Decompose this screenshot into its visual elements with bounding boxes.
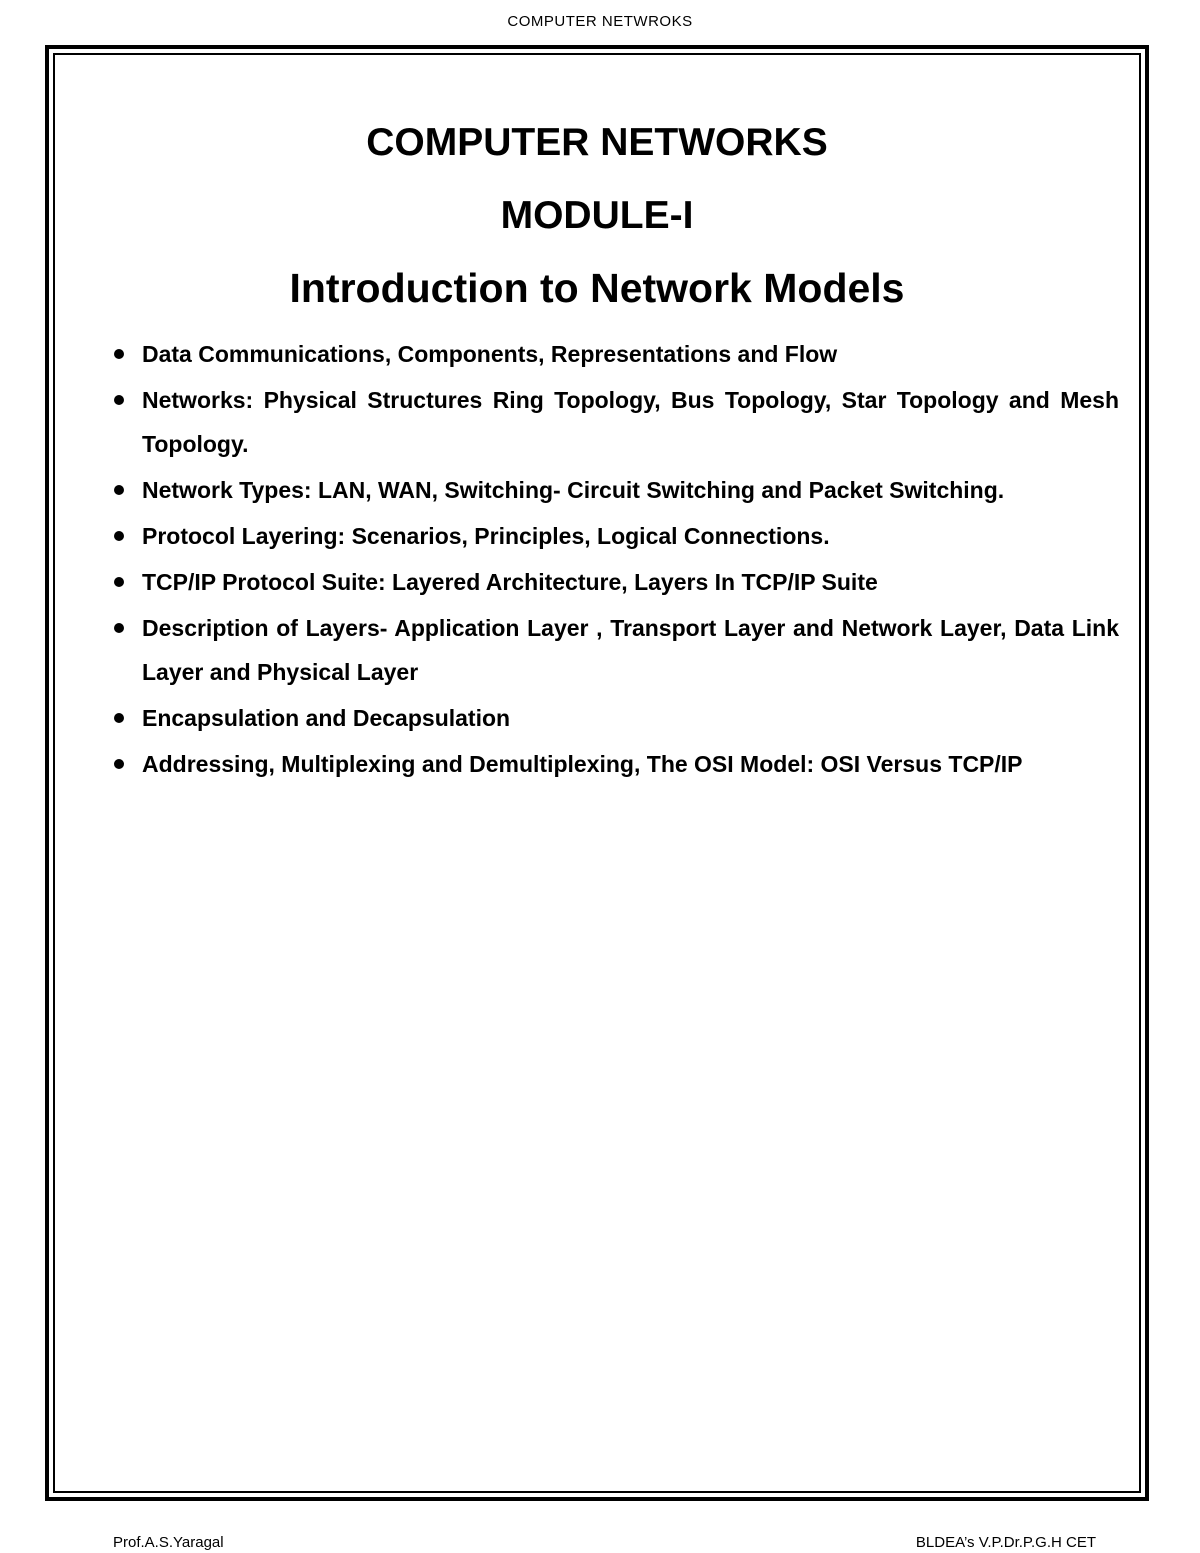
- module-title: MODULE-I: [500, 194, 694, 237]
- topic-text: Description of Layers- Application Layer , Transport Layer and Network Layer, Data Link Layer and Physical Layer: [142, 615, 1119, 685]
- topic-item: [111, 696, 1119, 740]
- topic-item: [111, 742, 1119, 786]
- bullet-icon: [114, 759, 124, 769]
- bullet-icon: [114, 577, 124, 587]
- topic-item: [111, 332, 1119, 376]
- topic-text: Network Types: LAN, WAN, Switching- Circuit Switching and Packet Switching.: [142, 477, 1005, 503]
- topic-item: [111, 606, 1119, 694]
- running-header: COMPUTER NETWROKS: [507, 13, 693, 30]
- bullet-icon: [114, 485, 124, 495]
- bullet-icon: [114, 713, 124, 723]
- topic-text: Addressing, Multiplexing and Demultiplexing, The OSI Model: OSI Versus TCP/IP: [142, 751, 1023, 777]
- topic-text: Data Communications, Components, Representations and Flow: [142, 341, 838, 367]
- document-title: COMPUTER NETWORKS: [366, 121, 828, 164]
- topic-item: [111, 468, 1119, 512]
- bullet-icon: [114, 395, 124, 405]
- topic-text: Networks: Physical Structures Ring Topology, Bus Topology, Star Topology and Mesh Topology.: [142, 387, 1119, 457]
- topic-item: [111, 378, 1119, 466]
- footer-institution: BLDEA’s V.P.Dr.P.G.H CET: [915, 1534, 1096, 1551]
- topic-item: [111, 514, 1119, 558]
- topic-text: Encapsulation and Decapsulation: [142, 705, 511, 731]
- module-subtitle: Introduction to Network Models: [289, 265, 905, 311]
- topic-list: [111, 332, 1119, 788]
- topic-text: TCP/IP Protocol Suite: Layered Architecture, Layers In TCP/IP Suite: [142, 569, 878, 595]
- footer-author: Prof.A.S.Yaragal: [113, 1534, 224, 1551]
- topic-item: [111, 560, 1119, 604]
- bullet-icon: [114, 349, 124, 359]
- bullet-icon: [114, 531, 124, 541]
- cover-content: [56, 56, 1138, 1490]
- bullet-icon: [114, 623, 124, 633]
- topic-text: Protocol Layering: Scenarios, Principles, Logical Connections.: [142, 523, 830, 549]
